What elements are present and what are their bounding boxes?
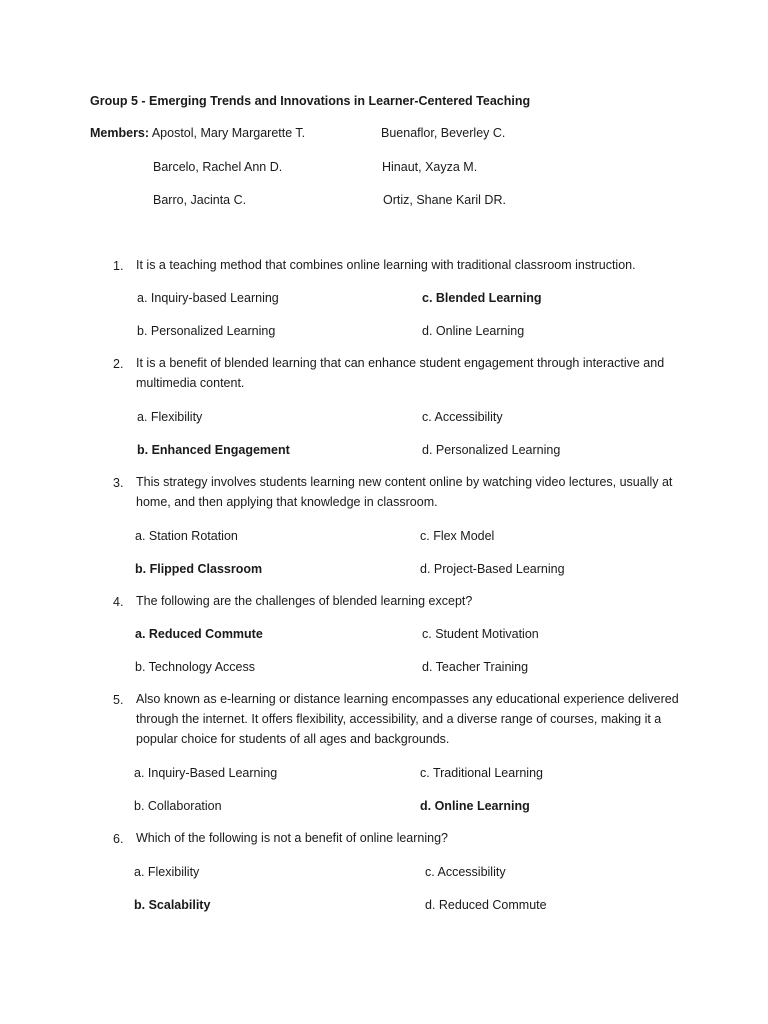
question-text: It is a benefit of blended learning that can enhance student engagement through interactive and multimedia content. bbox=[136, 356, 665, 390]
question-number: 5. bbox=[113, 693, 124, 707]
member-name: Hinaut, Xayza M. bbox=[382, 160, 478, 174]
option-d-correct: d. Online Learning bbox=[420, 799, 530, 813]
question-text: Also known as e-learning or distance learning encompasses any educational experience delivered through the internet. It offers flexibility, accessibility, and a diverse range of courses, making it a popular choice for students of all ages and backgrounds. bbox=[136, 692, 679, 746]
option-a: a. Station Rotation bbox=[135, 529, 238, 543]
option-a: a. Flexibility bbox=[137, 410, 203, 424]
document-title: Group 5 - Emerging Trends and Innovations in Learner-Centered Teaching bbox=[90, 94, 531, 108]
option-d: d. Teacher Training bbox=[422, 660, 529, 674]
option-a: a. Flexibility bbox=[134, 865, 200, 879]
option-d: d. Project-Based Learning bbox=[420, 562, 565, 576]
question-number: 1. bbox=[113, 259, 124, 273]
option-c: c. Student Motivation bbox=[422, 627, 539, 641]
member-name: Apostol, Mary Margarette T. bbox=[151, 126, 306, 140]
question-text: It is a teaching method that combines online learning with traditional classroom instruction. bbox=[136, 258, 636, 272]
option-b: b. Collaboration bbox=[134, 799, 222, 813]
question-number: 6. bbox=[113, 832, 124, 846]
option-b: b. Technology Access bbox=[135, 660, 255, 674]
option-a: a. Inquiry-Based Learning bbox=[134, 766, 278, 780]
question-text: The following are the challenges of blended learning except? bbox=[136, 594, 473, 608]
members-row-1 bbox=[90, 127, 305, 140]
option-c: c. Accessibility bbox=[422, 410, 503, 424]
option-c-correct: c. Blended Learning bbox=[422, 291, 542, 305]
question-text: Which of the following is not a benefit of online learning? bbox=[136, 831, 448, 845]
question-text: This strategy involves students learning new content online by watching video lectures, usually at home, and then applying that knowledge in classroom. bbox=[136, 475, 673, 509]
question-number: 3. bbox=[113, 476, 124, 490]
option-c: c. Traditional Learning bbox=[420, 766, 543, 780]
option-a: a. Inquiry-based Learning bbox=[137, 291, 279, 305]
option-b-correct: b. Enhanced Engagement bbox=[137, 443, 290, 457]
option-b: b. Personalized Learning bbox=[137, 324, 276, 338]
option-c: c. Accessibility bbox=[425, 865, 506, 879]
option-c: c. Flex Model bbox=[420, 529, 495, 543]
member-name: Barcelo, Rachel Ann D. bbox=[153, 160, 283, 174]
option-b-correct: b. Scalability bbox=[134, 898, 211, 912]
member-name: Barro, Jacinta C. bbox=[153, 193, 247, 207]
option-d: d. Reduced Commute bbox=[425, 898, 547, 912]
option-d: d. Online Learning bbox=[422, 324, 525, 338]
member-name: Ortiz, Shane Karil DR. bbox=[383, 193, 506, 207]
option-d: d. Personalized Learning bbox=[422, 443, 561, 457]
option-a-correct: a. Reduced Commute bbox=[135, 627, 263, 641]
member-name: Buenaflor, Beverley C. bbox=[381, 126, 506, 140]
members-label: Members: bbox=[90, 126, 150, 140]
question-number: 4. bbox=[113, 595, 124, 609]
option-b-correct: b. Flipped Classroom bbox=[135, 562, 263, 576]
question-number: 2. bbox=[113, 357, 124, 371]
